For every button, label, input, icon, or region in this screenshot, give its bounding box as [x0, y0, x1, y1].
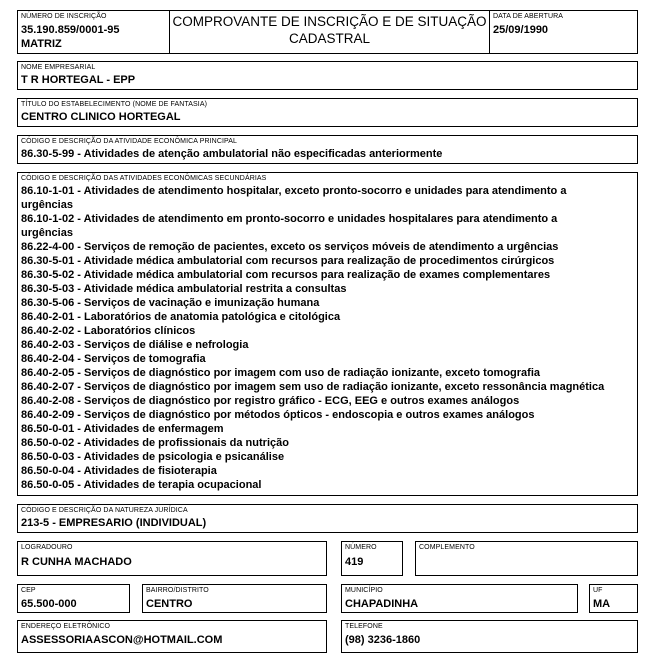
complemento-label: COMPLEMENTO [419, 544, 475, 551]
atividade-secundaria-item: urgências [21, 227, 73, 239]
telefone-box [341, 620, 638, 653]
atividade-secundaria-item: 86.40-2-01 - Laboratórios de anatomia patológica e citológica [21, 311, 341, 323]
cep-label: CEP [21, 587, 36, 594]
atividade-secundaria-item: 86.40-2-09 - Serviços de diagnóstico por métodos ópticos - endoscopia e outros exames análogos [21, 409, 535, 421]
nome-empresarial-value: T R HORTEGAL - EPP [21, 74, 136, 86]
atividade-secundaria-item: 86.30-5-01 - Atividade médica ambulatorial com recursos para realização de procedimentos cirúrgicos [21, 255, 555, 267]
abertura-box [489, 10, 638, 54]
title-line-2: CADASTRAL [288, 31, 371, 46]
atividades-secundarias-list [21, 184, 633, 492]
atividade-secundaria-item: 86.40-2-03 - Serviços de diálise e nefrologia [21, 339, 249, 351]
atividade-secundaria-item: urgências [21, 199, 73, 211]
document-title [170, 13, 489, 47]
telefone-value: (98) 3236-1860 [345, 634, 421, 646]
atividade-secundaria-item: 86.50-0-02 - Atividades de profissionais da nutrição [21, 437, 289, 449]
atividades-secundarias-label: CÓDIGO E DESCRIÇÃO DAS ATIVIDADES ECONÔMICAS SECUNDÁRIAS [21, 175, 267, 182]
nome-empresarial-label: NOME EMPRESARIAL [21, 64, 96, 71]
email-box [17, 620, 327, 653]
atividade-secundaria-item: 86.50-0-03 - Atividades de psicologia e psicanálise [21, 451, 285, 463]
email-label: ENDEREÇO ELETRÔNICO [21, 623, 111, 630]
atividade-principal-value: 86.30-5-99 - Atividades de atenção ambulatorial não especificadas anteriormente [21, 148, 443, 160]
atividade-secundaria-item: 86.40-2-07 - Serviços de diagnóstico por imagem sem uso de radiação ionizante, exceto ressonância magnética [21, 381, 605, 393]
municipio-value: CHAPADINHA [345, 598, 419, 610]
atividade-secundaria-item: 86.10-1-02 - Atividades de atendimento em pronto-socorro e unidades hospitalares para atendimento a [21, 213, 558, 225]
atividade-principal-box [17, 135, 638, 164]
abertura-label: DATA DE ABERTURA [493, 13, 564, 20]
atividade-secundaria-item: 86.40-2-04 - Serviços de tomografia [21, 353, 206, 365]
cep-value: 65.500-000 [21, 598, 77, 610]
uf-value: MA [593, 598, 611, 610]
bairro-label: BAIRRO/DISTRITO [146, 587, 209, 594]
atividade-secundaria-item: 86.50-0-01 - Atividades de enfermagem [21, 423, 224, 435]
numero-box [341, 541, 403, 576]
atividade-secundaria-item: 86.10-1-01 - Atividades de atendimento hospitalar, exceto pronto-socorro e unidades para atendimento a [21, 185, 567, 197]
bairro-value: CENTRO [146, 598, 193, 610]
uf-box [589, 584, 638, 613]
nome-empresarial-box [17, 61, 638, 90]
inscricao-box [17, 10, 170, 54]
cep-box [17, 584, 130, 613]
telefone-label: TELEFONE [345, 623, 383, 630]
atividade-secundaria-item: 86.30-5-02 - Atividade médica ambulatorial com recursos para realização de exames complementares [21, 269, 551, 281]
atividade-secundaria-item: 86.50-0-04 - Atividades de fisioterapia [21, 465, 217, 477]
numero-value: 419 [345, 556, 364, 568]
email-value: ASSESSORIAASCON@HOTMAIL.COM [21, 634, 223, 646]
titulo-estabelecimento-value: CENTRO CLINICO HORTEGAL [21, 111, 181, 123]
numero-label: NÚMERO [345, 544, 377, 551]
atividade-secundaria-item: 86.40-2-02 - Laboratórios clínicos [21, 325, 196, 337]
inscricao-label: NÚMERO DE INSCRIÇÃO [21, 13, 107, 20]
logradouro-label: LOGRADOURO [21, 544, 73, 551]
atividade-principal-label: CÓDIGO E DESCRIÇÃO DA ATIVIDADE ECONÔMICA PRINCIPAL [21, 138, 238, 145]
abertura-value: 25/09/1990 [493, 24, 549, 36]
municipio-box [341, 584, 578, 613]
atividades-secundarias-box [17, 172, 638, 496]
atividade-secundaria-item: 86.22-4-00 - Serviços de remoção de pacientes, exceto os serviços móveis de atendimento a urgências [21, 241, 559, 253]
atividade-secundaria-item: 86.30-5-03 - Atividade médica ambulatorial restrita a consultas [21, 283, 347, 295]
bairro-box [142, 584, 327, 613]
title-line-1: COMPROVANTE DE INSCRIÇÃO E DE SITUAÇÃO [172, 14, 487, 29]
inscricao-value: 35.190.859/0001-95 [21, 24, 120, 36]
logradouro-value: R CUNHA MACHADO [21, 556, 132, 568]
logradouro-box [17, 541, 327, 576]
titulo-estabelecimento-box [17, 98, 638, 127]
titulo-estabelecimento-label: TÍTULO DO ESTABELECIMENTO (NOME DE FANTASIA) [21, 101, 208, 108]
inscricao-tipo: MATRIZ [21, 38, 62, 50]
atividade-secundaria-item: 86.40-2-05 - Serviços de diagnóstico por imagem com uso de radiação ionizante, exceto tomografia [21, 367, 540, 379]
natureza-juridica-box [17, 504, 638, 533]
atividade-secundaria-item: 86.30-5-06 - Serviços de vacinação e imunização humana [21, 297, 320, 309]
municipio-label: MUNICÍPIO [345, 587, 383, 594]
uf-label: UF [593, 587, 603, 594]
atividade-secundaria-item: 86.50-0-05 - Atividades de terapia ocupacional [21, 479, 262, 491]
title-box [169, 10, 490, 54]
complemento-box [415, 541, 638, 576]
natureza-juridica-value: 213-5 - EMPRESARIO (INDIVIDUAL) [21, 517, 207, 529]
atividade-secundaria-item: 86.40-2-08 - Serviços de diagnóstico por registro gráfico - ECG, EEG e outros exames análogos [21, 395, 520, 407]
natureza-juridica-label: CÓDIGO E DESCRIÇÃO DA NATUREZA JURÍDICA [21, 507, 188, 514]
